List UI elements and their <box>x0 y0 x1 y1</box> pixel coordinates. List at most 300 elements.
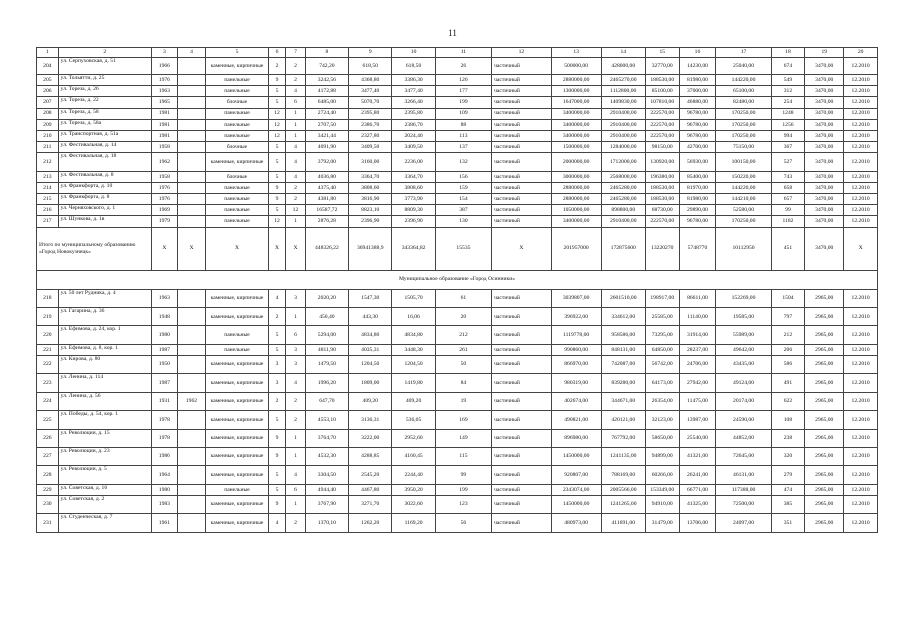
table-row <box>37 429 878 447</box>
table-cell: 61 <box>435 289 491 307</box>
table-cell: 4811,90 <box>305 344 348 355</box>
table-cell: 12.2010 <box>844 344 878 355</box>
table-cell: 170250,00 <box>716 108 771 119</box>
table-cell: 13987,00 <box>679 411 716 429</box>
table-cell: 12.2010 <box>844 97 878 108</box>
table-cell: 2965,00 <box>805 308 844 326</box>
table-cell: 1962 <box>151 153 177 171</box>
table-cell: 622 <box>771 392 805 410</box>
table-cell: ул. Советская, д. 16 <box>58 484 151 495</box>
table-cell: 37000,00 <box>679 86 716 97</box>
table-cell: 994 <box>771 130 805 141</box>
table-cell <box>177 495 205 513</box>
table-cell: 43435,00 <box>716 356 771 374</box>
table-cell: 6 <box>286 484 306 495</box>
table-cell: 75150,00 <box>716 142 771 153</box>
table-cell: 3 <box>286 289 306 307</box>
table-cell: частичный <box>492 194 552 205</box>
table-cell: 26354,00 <box>645 392 679 410</box>
table-cell: 2910400,00 <box>601 119 645 130</box>
table-cell: 41325,00 <box>679 495 716 513</box>
table-cell: 1256 <box>771 119 805 130</box>
table-cell: 29890,00 <box>679 205 716 216</box>
table-row <box>37 130 878 141</box>
table-cell: 848131,00 <box>601 344 645 355</box>
table-cell: 958586,00 <box>601 326 645 344</box>
table-cell: 3 <box>286 344 306 355</box>
table-cell: 474 <box>771 484 805 495</box>
table-cell: 1963 <box>151 86 177 97</box>
table-cell: 3266,40 <box>392 97 435 108</box>
table-cell: ул. Фестивальная, д. 8 <box>58 171 151 182</box>
table-cell: 2 <box>286 194 306 205</box>
table-cell: 920807,00 <box>551 466 601 484</box>
table-cell <box>177 97 205 108</box>
table-cell: 2952,60 <box>392 429 435 447</box>
table-cell: 113 <box>435 130 491 141</box>
table-cell: ул. Фестивальная, д. 18 <box>58 153 151 171</box>
table-cell: частичный <box>492 142 552 153</box>
table-cell: 16587,72 <box>305 205 348 216</box>
table-cell: 443,30 <box>349 308 392 326</box>
table-cell: 2965,00 <box>805 495 844 513</box>
table-cell: ул. Революции, д. 5 <box>58 466 151 484</box>
table-cell: 2880000,00 <box>551 182 601 193</box>
table-cell: 4 <box>268 514 285 532</box>
table-cell: 94910,00 <box>645 495 679 513</box>
table-cell: 12.2010 <box>844 289 878 307</box>
table-cell <box>177 514 205 532</box>
table-cell: 13220270 <box>645 227 679 270</box>
table-cell: 2707,50 <box>305 119 348 130</box>
table-cell: 2965,00 <box>805 392 844 410</box>
table-cell: частичный <box>492 205 552 216</box>
table-cell: 2965,00 <box>805 411 844 429</box>
table-cell: частичный <box>492 289 552 307</box>
table-cell: частичный <box>492 484 552 495</box>
table-cell: 866970,00 <box>551 356 601 374</box>
table-cell: 12 <box>268 130 285 141</box>
table-cell: 3808,60 <box>392 182 435 193</box>
table-cell: 12.2010 <box>844 356 878 374</box>
table-cell: 2 <box>286 58 306 75</box>
table-cell: 3470,00 <box>805 171 844 182</box>
table-cell: 212 <box>37 153 59 171</box>
table-cell: 2386,70 <box>392 119 435 130</box>
table-cell: 207 <box>37 97 59 108</box>
table-cell: 5 <box>268 97 285 108</box>
table-cell: ул. Тореза, д. 58а <box>58 119 151 130</box>
table-cell: 1248 <box>771 108 805 119</box>
table-cell: 72500,00 <box>716 495 771 513</box>
table-cell <box>177 429 205 447</box>
table-cell: 1981 <box>151 119 177 130</box>
table-row <box>37 142 878 153</box>
table-cell: панельные <box>206 130 269 141</box>
table-cell: 2910400,00 <box>601 216 645 227</box>
table-cell: 4036,80 <box>305 171 348 182</box>
table-cell: 9 <box>268 75 285 86</box>
table-row <box>37 75 878 86</box>
table-cell: 107810,00 <box>645 97 679 108</box>
table-cell: 743 <box>771 171 805 182</box>
table-cell: 428000,00 <box>601 58 645 75</box>
table-cell: 3448,30 <box>392 344 435 355</box>
table-cell: 5 <box>206 48 269 58</box>
table-cell: 20 <box>435 308 491 326</box>
table-cell: 1987 <box>151 344 177 355</box>
table-cell: 387 <box>435 205 491 216</box>
table-cell: 11140,00 <box>679 308 716 326</box>
table-cell: 536,05 <box>392 411 435 429</box>
table-cell: частичный <box>492 374 552 392</box>
table-cell: частичный <box>492 171 552 182</box>
table-cell: 4834,80 <box>392 326 435 344</box>
table-cell: 123 <box>435 495 491 513</box>
table-cell: 254 <box>771 97 805 108</box>
table-cell: 4467,80 <box>349 484 392 495</box>
table-cell: 212 <box>771 326 805 344</box>
table-cell: 1964 <box>151 466 177 484</box>
table-cell: 196380,00 <box>645 171 679 182</box>
table-cell: 52580,00 <box>716 205 771 216</box>
table-cell: 2395,80 <box>349 108 392 119</box>
table-cell: 3470,00 <box>805 153 844 171</box>
table-cell: 2910400,00 <box>601 130 645 141</box>
table-cell: частичный <box>492 411 552 429</box>
table-cell: 2396,90 <box>392 216 435 227</box>
table-cell: 411691,00 <box>601 514 645 532</box>
table-cell: 2 <box>286 411 306 429</box>
table-cell: 2 <box>286 514 306 532</box>
table-cell: ул. Черняховского, д. 1 <box>58 205 151 216</box>
table-cell: 144220,00 <box>716 182 771 193</box>
table-cell: 320 <box>771 447 805 465</box>
table-cell: блочные <box>206 142 269 153</box>
table-cell: частичный <box>492 119 552 130</box>
table-cell: 2465280,00 <box>601 182 645 193</box>
table-cell: 115 <box>435 447 491 465</box>
table-cell: 1980 <box>151 326 177 344</box>
table-cell: 17 <box>716 48 771 58</box>
total-row <box>37 227 878 270</box>
table-cell: 144210,00 <box>716 194 771 205</box>
table-cell <box>177 142 205 153</box>
table-cell: ул. Тореза, д. 26 <box>58 86 151 97</box>
table-cell: каменные, кирпичные <box>206 308 269 326</box>
table-cell: 152269,00 <box>716 289 771 307</box>
table-cell: 1961 <box>151 514 177 532</box>
table-cell: 3470,00 <box>805 130 844 141</box>
table-row <box>37 356 878 374</box>
table-cell: 24590,00 <box>716 411 771 429</box>
table-cell: 12.2010 <box>844 171 878 182</box>
table-cell: 226 <box>37 429 59 447</box>
table-cell: 65100,00 <box>716 86 771 97</box>
table-cell: 4834,80 <box>349 326 392 344</box>
table-cell: 130 <box>435 216 491 227</box>
table-cell: 4172,88 <box>305 86 348 97</box>
table-cell: 2965,00 <box>805 484 844 495</box>
table-cell: 56930,00 <box>679 153 716 171</box>
table-cell: 4 <box>286 86 306 97</box>
table-row <box>37 495 878 513</box>
table-cell: 3 <box>268 356 285 374</box>
table-cell: 5 <box>268 466 285 484</box>
table-cell: 132 <box>435 153 491 171</box>
table-cell: X <box>206 227 269 270</box>
table-cell: 9 <box>268 194 285 205</box>
table-row <box>37 514 878 532</box>
table-cell: 199 <box>435 484 491 495</box>
table-cell: 12.2010 <box>844 58 878 75</box>
table-cell: 109 <box>435 108 491 119</box>
table-cell: 5 <box>268 171 285 182</box>
table-cell: частичный <box>492 153 552 171</box>
table-cell: 500000,00 <box>551 58 601 75</box>
table-cell: 100150,00 <box>716 153 771 171</box>
table-cell: 674 <box>771 58 805 75</box>
table-cell: 1976 <box>151 194 177 205</box>
table-cell: 2 <box>286 392 306 410</box>
table-cell <box>177 308 205 326</box>
table-cell: 9 <box>268 429 285 447</box>
table-cell: 12.2010 <box>844 108 878 119</box>
table-cell: X <box>177 227 205 270</box>
table-cell <box>177 75 205 86</box>
table-cell: 3470,00 <box>805 182 844 193</box>
table-cell: 2465270,00 <box>601 75 645 86</box>
table-cell: 99 <box>435 466 491 484</box>
table-cell: 1 <box>286 119 306 130</box>
table-cell: ул. Студенческая, д. 7 <box>58 514 151 532</box>
table-cell: X <box>286 227 306 270</box>
table-cell: 4944,40 <box>305 484 348 495</box>
table-cell: X <box>268 227 285 270</box>
table-cell: 1547,30 <box>349 289 392 307</box>
table-cell: 177 <box>435 86 491 97</box>
table-cell: 409,20 <box>392 392 435 410</box>
table-cell: 480973,00 <box>551 514 601 532</box>
table-cell: 26 <box>435 58 491 75</box>
table-cell: 3470,00 <box>805 142 844 153</box>
table-cell: 94899,00 <box>645 447 679 465</box>
table-cell: ул. Франкфорта, д. 10 <box>58 182 151 193</box>
table-cell: ул. Шункова, д. 1в <box>58 216 151 227</box>
table-cell: 2965,00 <box>805 447 844 465</box>
table-cell: 618,50 <box>392 58 435 75</box>
table-cell: 172875600 <box>601 227 645 270</box>
table-cell: 420121,00 <box>601 411 645 429</box>
table-cell: 1 <box>286 130 306 141</box>
table-cell: 491 <box>771 374 805 392</box>
table-cell: 3409,50 <box>392 142 435 153</box>
table-cell <box>177 153 205 171</box>
table-cell: панельные <box>206 344 269 355</box>
table-cell: Муниципальное образование «Город Осинники» <box>37 270 878 289</box>
table-row <box>37 108 878 119</box>
table-cell: 32123,00 <box>645 411 679 429</box>
table-cell: 2965,00 <box>805 514 844 532</box>
table-cell: 4368,80 <box>349 75 392 86</box>
table-cell: 4288,85 <box>349 447 392 465</box>
table-cell: ул. Гагарина, д. 36 <box>58 308 151 326</box>
table-cell: 15 <box>645 48 679 58</box>
table-cell: 25585,00 <box>645 308 679 326</box>
table-cell: 1963 <box>151 289 177 307</box>
table-cell: 2 <box>268 58 285 75</box>
table-row <box>37 308 878 326</box>
table-cell: ул. Транспортная, д. 51а <box>58 130 151 141</box>
table-cell: 5 <box>268 142 285 153</box>
table-cell: 96780,00 <box>679 130 716 141</box>
table-cell: 3470,00 <box>805 227 844 270</box>
table-cell: 3470,00 <box>805 216 844 227</box>
table-cell: 46880,00 <box>679 97 716 108</box>
table-cell: 2601510,00 <box>601 289 645 307</box>
table-cell: 1 <box>286 495 306 513</box>
table-cell: 238 <box>771 429 805 447</box>
table-cell: 4160,45 <box>392 447 435 465</box>
table-cell: 1300000,00 <box>551 86 601 97</box>
table-cell: 5 <box>268 344 285 355</box>
table-cell: 3477,40 <box>392 86 435 97</box>
table-cell: 2880000,00 <box>551 194 601 205</box>
table-cell <box>177 108 205 119</box>
table-cell: 4532,30 <box>305 447 348 465</box>
table-cell: 12.2010 <box>844 466 878 484</box>
table-cell: 12.2010 <box>844 484 878 495</box>
table-cell: 12.2010 <box>844 130 878 141</box>
table-cell: 10 <box>392 48 435 58</box>
table-cell: 20 <box>844 48 878 58</box>
table-cell: 12.2010 <box>844 182 878 193</box>
table-cell: 2244,40 <box>392 466 435 484</box>
table-cell: 2236,00 <box>392 153 435 171</box>
table-cell: 27942,00 <box>679 374 716 392</box>
table-cell: 206 <box>37 86 59 97</box>
table-cell: панельные <box>206 119 269 130</box>
table-cell: 2965,00 <box>805 326 844 344</box>
table-cell: 3477,40 <box>349 86 392 97</box>
table-cell: частичный <box>492 58 552 75</box>
table-cell: 149 <box>435 429 491 447</box>
table-cell: 3039807,00 <box>551 289 601 307</box>
table-cell: каменные, кирпичные <box>206 374 269 392</box>
table-cell: панельные <box>206 108 269 119</box>
table-cell: 2965,00 <box>805 374 844 392</box>
table-cell: 6 <box>268 48 285 58</box>
table-cell: 1050000,00 <box>551 205 601 216</box>
table-row <box>37 326 878 344</box>
table-cell: ул. Кирова, д. 80 <box>58 356 151 374</box>
table-cell: 12.2010 <box>844 447 878 465</box>
table-cell: 1450000,00 <box>551 447 601 465</box>
table-cell: 4091,90 <box>305 142 348 153</box>
table-cell <box>177 130 205 141</box>
table-cell: 12.2010 <box>844 153 878 171</box>
table-cell: 153349,00 <box>645 484 679 495</box>
table-cell: 3000000,00 <box>551 171 601 182</box>
table-cell: ул. Франкфорта, д. 8 <box>58 194 151 205</box>
table-cell: частичный <box>492 326 552 344</box>
table-cell: 206 <box>771 344 805 355</box>
table-cell: 5294,00 <box>305 326 348 344</box>
table-cell: 3022,60 <box>392 495 435 513</box>
table-cell: ул. 50 лет Рудника, д. 4 <box>58 289 151 307</box>
table-cell: 1981 <box>151 130 177 141</box>
table-cell: 1479,50 <box>305 356 348 374</box>
table-cell: 218 <box>37 289 59 307</box>
table-cell: 490821,00 <box>551 411 601 429</box>
table-cell: 279 <box>771 466 805 484</box>
table-cell: 1119778,00 <box>551 326 601 344</box>
table-cell: 788169,00 <box>601 466 645 484</box>
table-cell: 4381,80 <box>305 194 348 205</box>
table-cell: 215 <box>37 194 59 205</box>
table-cell: 223 <box>37 374 59 392</box>
table-cell: 8823,10 <box>349 205 392 216</box>
table-cell: 1241135,00 <box>601 447 645 465</box>
table-cell: 2 <box>58 48 151 58</box>
table-cell: 3470,00 <box>805 119 844 130</box>
table-cell: 4 <box>286 153 306 171</box>
table-cell: 1976 <box>151 182 177 193</box>
table-cell: 205 <box>37 75 59 86</box>
table-cell: 219 <box>37 308 59 326</box>
table-cell: 18 <box>771 48 805 58</box>
table-cell: частичный <box>492 75 552 86</box>
table-cell <box>177 58 205 75</box>
table-cell: 1 <box>286 308 306 326</box>
table-cell: 4 <box>268 289 285 307</box>
table-cell: 2568000,00 <box>601 171 645 182</box>
table-cell: 1647000,00 <box>551 97 601 108</box>
table-cell: панельные <box>206 484 269 495</box>
table-cell: 3400000,00 <box>551 108 601 119</box>
table-cell: 3470,00 <box>805 75 844 86</box>
table-cell: 19 <box>435 392 491 410</box>
table-cell: 126 <box>435 75 491 86</box>
table-cell: 222570,00 <box>645 216 679 227</box>
table-cell: частичный <box>492 216 552 227</box>
table-row <box>37 466 878 484</box>
table-cell: 2910400,00 <box>601 108 645 119</box>
table-cell: 1204,50 <box>349 356 392 374</box>
table-cell: 49124,00 <box>716 374 771 392</box>
table-cell: 3 <box>286 356 306 374</box>
table-cell: 2 <box>286 182 306 193</box>
table-cell: панельные <box>206 205 269 216</box>
table-cell: 216 <box>37 205 59 216</box>
table-cell: частичный <box>492 466 552 484</box>
table-cell: 657 <box>771 194 805 205</box>
table-cell: 12.2010 <box>844 495 878 513</box>
table-cell: ул. Тореза, д. 58 <box>58 108 151 119</box>
table-cell: 12.2010 <box>844 392 878 410</box>
table-cell: ул. Победы, д. 54, кор. 1 <box>58 411 151 429</box>
table-cell: блочные <box>206 171 269 182</box>
table-cell: 4553,10 <box>305 411 348 429</box>
table-cell: 222570,00 <box>645 108 679 119</box>
table-cell: 2396,90 <box>349 216 392 227</box>
table-cell: 1 <box>37 48 59 58</box>
table-cell: 11 <box>435 48 491 58</box>
table-cell: ул. Ленина, д. 114 <box>58 374 151 392</box>
table-cell <box>177 171 205 182</box>
table-cell: 231 <box>37 514 59 532</box>
table-cell: 66771,00 <box>679 484 716 495</box>
